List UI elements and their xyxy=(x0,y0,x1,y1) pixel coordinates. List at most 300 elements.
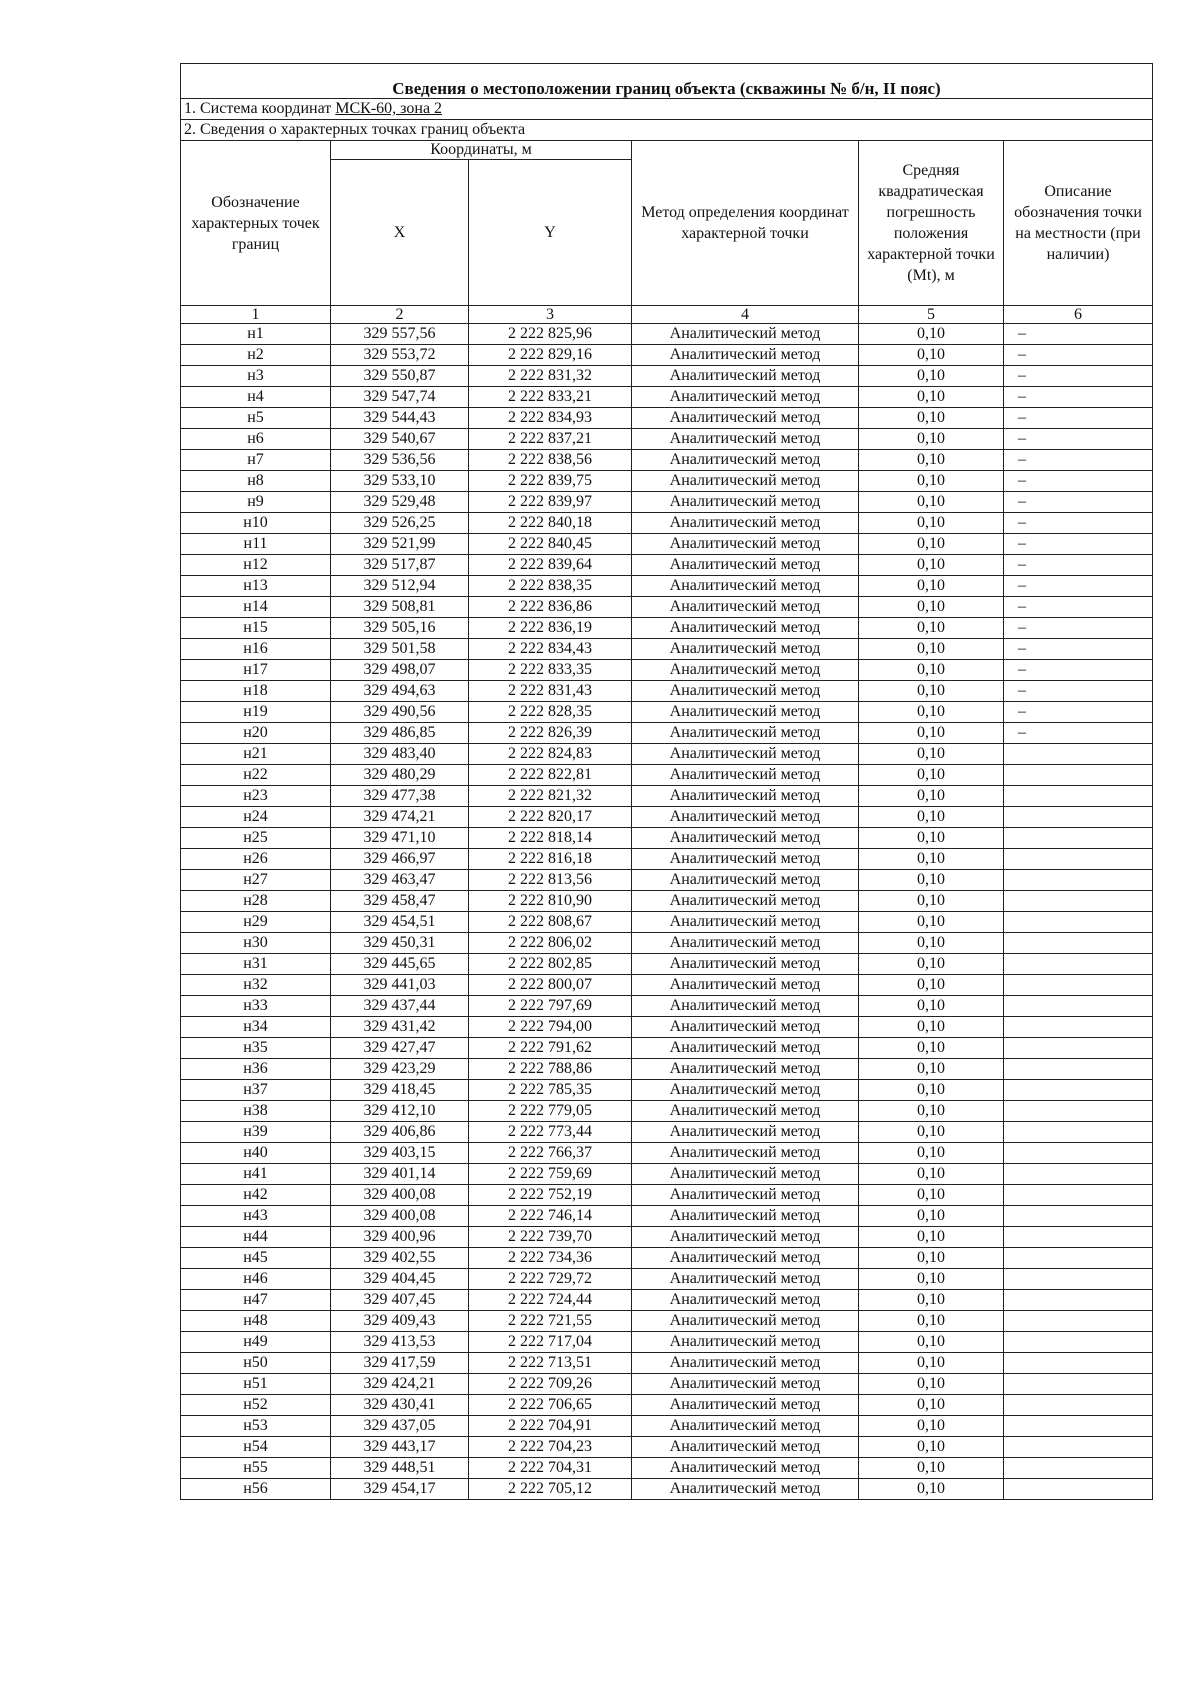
method-cell: Аналитический метод xyxy=(632,534,859,555)
description-cell xyxy=(1004,1017,1153,1038)
point-designation: н22 xyxy=(181,765,331,786)
point-designation: н24 xyxy=(181,807,331,828)
column-number: 5 xyxy=(859,306,1004,324)
error-cell: 0,10 xyxy=(859,1437,1004,1458)
coordinate-x: 329 483,40 xyxy=(331,744,469,765)
method-cell: Аналитический метод xyxy=(632,1101,859,1122)
point-designation: н38 xyxy=(181,1101,331,1122)
coordinate-x: 329 466,97 xyxy=(331,849,469,870)
description-cell xyxy=(1004,786,1153,807)
coordinate-x: 329 400,08 xyxy=(331,1185,469,1206)
point-designation: н53 xyxy=(181,1416,331,1437)
description-cell: – xyxy=(1004,429,1153,450)
method-cell: Аналитический метод xyxy=(632,471,859,492)
table-row xyxy=(181,597,1153,618)
coordinate-y: 2 222 834,93 xyxy=(469,408,632,429)
table-row xyxy=(181,1122,1153,1143)
coordinate-y: 2 222 800,07 xyxy=(469,975,632,996)
coordinate-x: 329 431,42 xyxy=(331,1017,469,1038)
point-designation: н10 xyxy=(181,513,331,534)
description-cell xyxy=(1004,1332,1153,1353)
error-cell: 0,10 xyxy=(859,954,1004,975)
description-cell xyxy=(1004,849,1153,870)
method-cell: Аналитический метод xyxy=(632,324,859,345)
coordinate-y: 2 222 717,04 xyxy=(469,1332,632,1353)
coordinate-y: 2 222 826,39 xyxy=(469,723,632,744)
point-designation: н30 xyxy=(181,933,331,954)
table-row xyxy=(181,975,1153,996)
coordinate-y: 2 222 785,35 xyxy=(469,1080,632,1101)
point-designation: н56 xyxy=(181,1479,331,1500)
coordinate-y: 2 222 834,43 xyxy=(469,639,632,660)
description-cell: – xyxy=(1004,555,1153,576)
header-y: Y xyxy=(469,160,632,306)
error-cell: 0,10 xyxy=(859,1122,1004,1143)
table-row xyxy=(181,408,1153,429)
description-cell xyxy=(1004,1101,1153,1122)
table-row xyxy=(181,429,1153,450)
error-cell: 0,10 xyxy=(859,1311,1004,1332)
description-cell xyxy=(1004,744,1153,765)
method-cell: Аналитический метод xyxy=(632,660,859,681)
coordinate-x: 329 418,45 xyxy=(331,1080,469,1101)
method-cell: Аналитический метод xyxy=(632,429,859,450)
coordinate-system-value: МСК-60, зона 2 xyxy=(335,100,443,117)
table-row xyxy=(181,618,1153,639)
error-cell: 0,10 xyxy=(859,996,1004,1017)
error-cell: 0,10 xyxy=(859,807,1004,828)
error-cell: 0,10 xyxy=(859,1101,1004,1122)
coordinate-y: 2 222 822,81 xyxy=(469,765,632,786)
table-row xyxy=(181,1332,1153,1353)
coordinate-x: 329 526,25 xyxy=(331,513,469,534)
method-cell: Аналитический метод xyxy=(632,870,859,891)
point-designation: н7 xyxy=(181,450,331,471)
table-row xyxy=(181,660,1153,681)
coordinate-y: 2 222 704,23 xyxy=(469,1437,632,1458)
table-row xyxy=(181,828,1153,849)
coordinate-x: 329 437,05 xyxy=(331,1416,469,1437)
error-cell: 0,10 xyxy=(859,1269,1004,1290)
description-cell xyxy=(1004,1038,1153,1059)
coordinate-y: 2 222 821,32 xyxy=(469,786,632,807)
header-coordinates: Координаты, м xyxy=(331,141,632,160)
description-cell: – xyxy=(1004,513,1153,534)
point-designation: н33 xyxy=(181,996,331,1017)
header-description: Описание обозначения точки на местности (при наличии) xyxy=(1004,141,1153,306)
header-error-text: Средняя квадратическая погрешность положения характерной точки (Mt), м xyxy=(867,162,995,284)
coordinate-x: 329 536,56 xyxy=(331,450,469,471)
column-number: 1 xyxy=(181,306,331,324)
point-designation: н40 xyxy=(181,1143,331,1164)
coordinate-y: 2 222 713,51 xyxy=(469,1353,632,1374)
coordinate-x: 329 550,87 xyxy=(331,366,469,387)
error-cell: 0,10 xyxy=(859,408,1004,429)
point-designation: н12 xyxy=(181,555,331,576)
point-designation: н29 xyxy=(181,912,331,933)
coordinate-x: 329 553,72 xyxy=(331,345,469,366)
table-row xyxy=(181,471,1153,492)
coordinate-y: 2 222 808,67 xyxy=(469,912,632,933)
method-cell: Аналитический метод xyxy=(632,975,859,996)
point-designation: н16 xyxy=(181,639,331,660)
method-cell: Аналитический метод xyxy=(632,1080,859,1101)
error-cell: 0,10 xyxy=(859,1080,1004,1101)
point-designation: н17 xyxy=(181,660,331,681)
error-cell: 0,10 xyxy=(859,1017,1004,1038)
coordinate-y: 2 222 709,26 xyxy=(469,1374,632,1395)
point-designation: н35 xyxy=(181,1038,331,1059)
table-row xyxy=(181,1206,1153,1227)
table-row xyxy=(181,954,1153,975)
error-cell: 0,10 xyxy=(859,1248,1004,1269)
coordinate-y: 2 222 838,35 xyxy=(469,576,632,597)
coordinate-x: 329 521,99 xyxy=(331,534,469,555)
method-cell: Аналитический метод xyxy=(632,1290,859,1311)
point-designation: н4 xyxy=(181,387,331,408)
error-cell: 0,10 xyxy=(859,345,1004,366)
description-cell xyxy=(1004,1437,1153,1458)
coordinate-y: 2 222 829,16 xyxy=(469,345,632,366)
error-cell: 0,10 xyxy=(859,1290,1004,1311)
coordinate-x: 329 400,96 xyxy=(331,1227,469,1248)
error-cell: 0,10 xyxy=(859,618,1004,639)
error-cell: 0,10 xyxy=(859,513,1004,534)
point-designation: н2 xyxy=(181,345,331,366)
method-cell: Аналитический метод xyxy=(632,1164,859,1185)
method-cell: Аналитический метод xyxy=(632,450,859,471)
method-cell: Аналитический метод xyxy=(632,1458,859,1479)
error-cell: 0,10 xyxy=(859,534,1004,555)
coordinate-y: 2 222 840,18 xyxy=(469,513,632,534)
coordinate-system-line xyxy=(181,99,1153,120)
method-cell: Аналитический метод xyxy=(632,723,859,744)
point-designation: н43 xyxy=(181,1206,331,1227)
coordinate-y: 2 222 788,86 xyxy=(469,1059,632,1080)
method-cell: Аналитический метод xyxy=(632,954,859,975)
table-row xyxy=(181,912,1153,933)
error-cell: 0,10 xyxy=(859,555,1004,576)
coordinate-y: 2 222 810,90 xyxy=(469,891,632,912)
description-cell: – xyxy=(1004,639,1153,660)
coordinate-x: 329 490,56 xyxy=(331,702,469,723)
method-cell: Аналитический метод xyxy=(632,849,859,870)
coordinate-x: 329 501,58 xyxy=(331,639,469,660)
point-designation: н54 xyxy=(181,1437,331,1458)
error-cell: 0,10 xyxy=(859,1038,1004,1059)
coordinate-y: 2 222 837,21 xyxy=(469,429,632,450)
method-cell: Аналитический метод xyxy=(632,1416,859,1437)
table-row xyxy=(181,1080,1153,1101)
header-designation: Обозначение характерных точек границ xyxy=(181,141,331,306)
description-cell xyxy=(1004,870,1153,891)
method-cell: Аналитический метод xyxy=(632,492,859,513)
method-cell: Аналитический метод xyxy=(632,408,859,429)
coordinate-x: 329 441,03 xyxy=(331,975,469,996)
coordinate-y: 2 222 828,35 xyxy=(469,702,632,723)
table-row xyxy=(181,492,1153,513)
error-cell: 0,10 xyxy=(859,1332,1004,1353)
coordinate-x: 329 454,17 xyxy=(331,1479,469,1500)
table-row xyxy=(181,1437,1153,1458)
point-designation: н42 xyxy=(181,1185,331,1206)
method-cell: Аналитический метод xyxy=(632,639,859,660)
description-cell xyxy=(1004,828,1153,849)
document-title: Сведения о местоположении границ объекта (скважины № б/н, II пояс) xyxy=(181,64,1153,99)
coordinate-y: 2 222 734,36 xyxy=(469,1248,632,1269)
error-cell: 0,10 xyxy=(859,471,1004,492)
table-row xyxy=(181,1227,1153,1248)
description-cell xyxy=(1004,1185,1153,1206)
table-row xyxy=(181,1038,1153,1059)
method-cell: Аналитический метод xyxy=(632,387,859,408)
error-cell: 0,10 xyxy=(859,681,1004,702)
description-cell: – xyxy=(1004,324,1153,345)
error-cell: 0,10 xyxy=(859,639,1004,660)
coordinate-y: 2 222 831,43 xyxy=(469,681,632,702)
error-cell: 0,10 xyxy=(859,933,1004,954)
point-designation: н25 xyxy=(181,828,331,849)
description-cell xyxy=(1004,1269,1153,1290)
method-cell: Аналитический метод xyxy=(632,996,859,1017)
error-cell: 0,10 xyxy=(859,387,1004,408)
description-cell xyxy=(1004,933,1153,954)
description-cell: – xyxy=(1004,660,1153,681)
method-cell: Аналитический метод xyxy=(632,1269,859,1290)
error-cell: 0,10 xyxy=(859,765,1004,786)
coordinate-y: 2 222 791,62 xyxy=(469,1038,632,1059)
coordinate-y: 2 222 779,05 xyxy=(469,1101,632,1122)
table-row xyxy=(181,1269,1153,1290)
description-cell xyxy=(1004,807,1153,828)
point-designation: н41 xyxy=(181,1164,331,1185)
method-cell: Аналитический метод xyxy=(632,744,859,765)
table-row xyxy=(181,702,1153,723)
method-cell: Аналитический метод xyxy=(632,702,859,723)
description-cell xyxy=(1004,975,1153,996)
table-row xyxy=(181,996,1153,1017)
error-cell: 0,10 xyxy=(859,828,1004,849)
coordinate-x: 329 474,21 xyxy=(331,807,469,828)
table-row xyxy=(181,1479,1153,1500)
coordinate-x: 329 400,08 xyxy=(331,1206,469,1227)
method-cell: Аналитический метод xyxy=(632,681,859,702)
error-cell: 0,10 xyxy=(859,1416,1004,1437)
column-number: 4 xyxy=(632,306,859,324)
coordinate-x: 329 402,55 xyxy=(331,1248,469,1269)
method-cell: Аналитический метод xyxy=(632,1185,859,1206)
error-cell: 0,10 xyxy=(859,891,1004,912)
table-row xyxy=(181,639,1153,660)
coordinate-x: 329 401,14 xyxy=(331,1164,469,1185)
point-designation: н15 xyxy=(181,618,331,639)
table-row xyxy=(181,681,1153,702)
column-number: 6 xyxy=(1004,306,1153,324)
description-cell xyxy=(1004,1122,1153,1143)
table-row xyxy=(181,1395,1153,1416)
point-designation: н31 xyxy=(181,954,331,975)
error-cell: 0,10 xyxy=(859,723,1004,744)
error-cell: 0,10 xyxy=(859,597,1004,618)
table-row xyxy=(181,1458,1153,1479)
coordinate-y: 2 222 820,17 xyxy=(469,807,632,828)
coordinate-x: 329 448,51 xyxy=(331,1458,469,1479)
description-cell xyxy=(1004,954,1153,975)
description-cell xyxy=(1004,1458,1153,1479)
coordinate-x: 329 423,29 xyxy=(331,1059,469,1080)
coordinate-y: 2 222 729,72 xyxy=(469,1269,632,1290)
error-cell: 0,10 xyxy=(859,1353,1004,1374)
method-cell: Аналитический метод xyxy=(632,1311,859,1332)
coordinate-y: 2 222 836,19 xyxy=(469,618,632,639)
coordinate-x: 329 413,53 xyxy=(331,1332,469,1353)
table-row xyxy=(181,576,1153,597)
method-cell: Аналитический метод xyxy=(632,1353,859,1374)
method-cell: Аналитический метод xyxy=(632,555,859,576)
error-cell: 0,10 xyxy=(859,324,1004,345)
coordinate-x: 329 463,47 xyxy=(331,870,469,891)
table-row xyxy=(181,1374,1153,1395)
method-cell: Аналитический метод xyxy=(632,597,859,618)
coordinate-x: 329 403,15 xyxy=(331,1143,469,1164)
description-cell: – xyxy=(1004,702,1153,723)
error-cell: 0,10 xyxy=(859,1164,1004,1185)
table-row xyxy=(181,345,1153,366)
coordinate-x: 329 454,51 xyxy=(331,912,469,933)
error-cell: 0,10 xyxy=(859,1206,1004,1227)
coordinate-x: 329 427,47 xyxy=(331,1038,469,1059)
point-designation: н51 xyxy=(181,1374,331,1395)
coordinate-x: 329 406,86 xyxy=(331,1122,469,1143)
coordinate-y: 2 222 813,56 xyxy=(469,870,632,891)
coordinate-x: 329 477,38 xyxy=(331,786,469,807)
method-cell: Аналитический метод xyxy=(632,1017,859,1038)
coordinate-y: 2 222 836,86 xyxy=(469,597,632,618)
coordinate-y: 2 222 752,19 xyxy=(469,1185,632,1206)
point-designation: н36 xyxy=(181,1059,331,1080)
description-cell xyxy=(1004,1227,1153,1248)
coordinate-y: 2 222 806,02 xyxy=(469,933,632,954)
description-cell xyxy=(1004,1416,1153,1437)
description-cell: – xyxy=(1004,534,1153,555)
coordinate-x: 329 547,74 xyxy=(331,387,469,408)
method-cell: Аналитический метод xyxy=(632,366,859,387)
coordinate-x: 329 494,63 xyxy=(331,681,469,702)
coordinate-x: 329 471,10 xyxy=(331,828,469,849)
table-row xyxy=(181,450,1153,471)
description-cell xyxy=(1004,891,1153,912)
error-cell: 0,10 xyxy=(859,1458,1004,1479)
description-cell: – xyxy=(1004,576,1153,597)
description-cell: – xyxy=(1004,618,1153,639)
description-cell xyxy=(1004,1374,1153,1395)
table-row xyxy=(181,513,1153,534)
method-cell: Аналитический метод xyxy=(632,513,859,534)
coordinate-y: 2 222 706,65 xyxy=(469,1395,632,1416)
coordinate-x: 329 505,16 xyxy=(331,618,469,639)
point-designation: н11 xyxy=(181,534,331,555)
error-cell: 0,10 xyxy=(859,1227,1004,1248)
method-cell: Аналитический метод xyxy=(632,1479,859,1500)
error-cell: 0,10 xyxy=(859,660,1004,681)
coordinate-y: 2 222 818,14 xyxy=(469,828,632,849)
coordinate-x: 329 540,67 xyxy=(331,429,469,450)
point-designation: н48 xyxy=(181,1311,331,1332)
table-row xyxy=(181,1017,1153,1038)
method-cell: Аналитический метод xyxy=(632,1143,859,1164)
coordinate-x: 329 409,43 xyxy=(331,1311,469,1332)
table-row xyxy=(181,786,1153,807)
coordinate-y: 2 222 839,97 xyxy=(469,492,632,513)
table-row xyxy=(181,723,1153,744)
point-designation: н50 xyxy=(181,1353,331,1374)
coordinate-y: 2 222 759,69 xyxy=(469,1164,632,1185)
description-cell: – xyxy=(1004,450,1153,471)
error-cell: 0,10 xyxy=(859,450,1004,471)
description-cell xyxy=(1004,1080,1153,1101)
description-cell xyxy=(1004,1059,1153,1080)
method-cell: Аналитический метод xyxy=(632,1206,859,1227)
coordinate-x: 329 424,21 xyxy=(331,1374,469,1395)
point-designation: н13 xyxy=(181,576,331,597)
description-cell: – xyxy=(1004,723,1153,744)
coordinate-y: 2 222 824,83 xyxy=(469,744,632,765)
description-cell xyxy=(1004,1479,1153,1500)
table-row xyxy=(181,1185,1153,1206)
error-cell: 0,10 xyxy=(859,1395,1004,1416)
description-cell xyxy=(1004,912,1153,933)
error-cell: 0,10 xyxy=(859,1374,1004,1395)
coordinate-x: 329 450,31 xyxy=(331,933,469,954)
point-designation: н1 xyxy=(181,324,331,345)
error-cell: 0,10 xyxy=(859,870,1004,891)
table-row xyxy=(181,933,1153,954)
coordinate-y: 2 222 833,35 xyxy=(469,660,632,681)
point-designation: н44 xyxy=(181,1227,331,1248)
coordinate-x: 329 445,65 xyxy=(331,954,469,975)
table-row xyxy=(181,324,1153,345)
table-row xyxy=(181,870,1153,891)
method-cell: Аналитический метод xyxy=(632,345,859,366)
point-designation: н14 xyxy=(181,597,331,618)
point-designation: н34 xyxy=(181,1017,331,1038)
coordinate-x: 329 533,10 xyxy=(331,471,469,492)
method-cell: Аналитический метод xyxy=(632,786,859,807)
method-cell: Аналитический метод xyxy=(632,1038,859,1059)
point-designation: н55 xyxy=(181,1458,331,1479)
coordinate-x: 329 517,87 xyxy=(331,555,469,576)
error-cell: 0,10 xyxy=(859,849,1004,870)
point-designation: н52 xyxy=(181,1395,331,1416)
method-cell: Аналитический метод xyxy=(632,1227,859,1248)
table-row xyxy=(181,534,1153,555)
point-designation: н27 xyxy=(181,870,331,891)
description-cell xyxy=(1004,1311,1153,1332)
error-cell: 0,10 xyxy=(859,1143,1004,1164)
method-cell: Аналитический метод xyxy=(632,1395,859,1416)
point-designation: н3 xyxy=(181,366,331,387)
column-number: 2 xyxy=(331,306,469,324)
description-cell xyxy=(1004,1395,1153,1416)
error-cell: 0,10 xyxy=(859,492,1004,513)
column-number: 3 xyxy=(469,306,632,324)
method-cell: Аналитический метод xyxy=(632,618,859,639)
error-cell: 0,10 xyxy=(859,975,1004,996)
coordinate-x: 329 417,59 xyxy=(331,1353,469,1374)
description-cell: – xyxy=(1004,471,1153,492)
table-row xyxy=(181,1101,1153,1122)
method-cell: Аналитический метод xyxy=(632,1248,859,1269)
